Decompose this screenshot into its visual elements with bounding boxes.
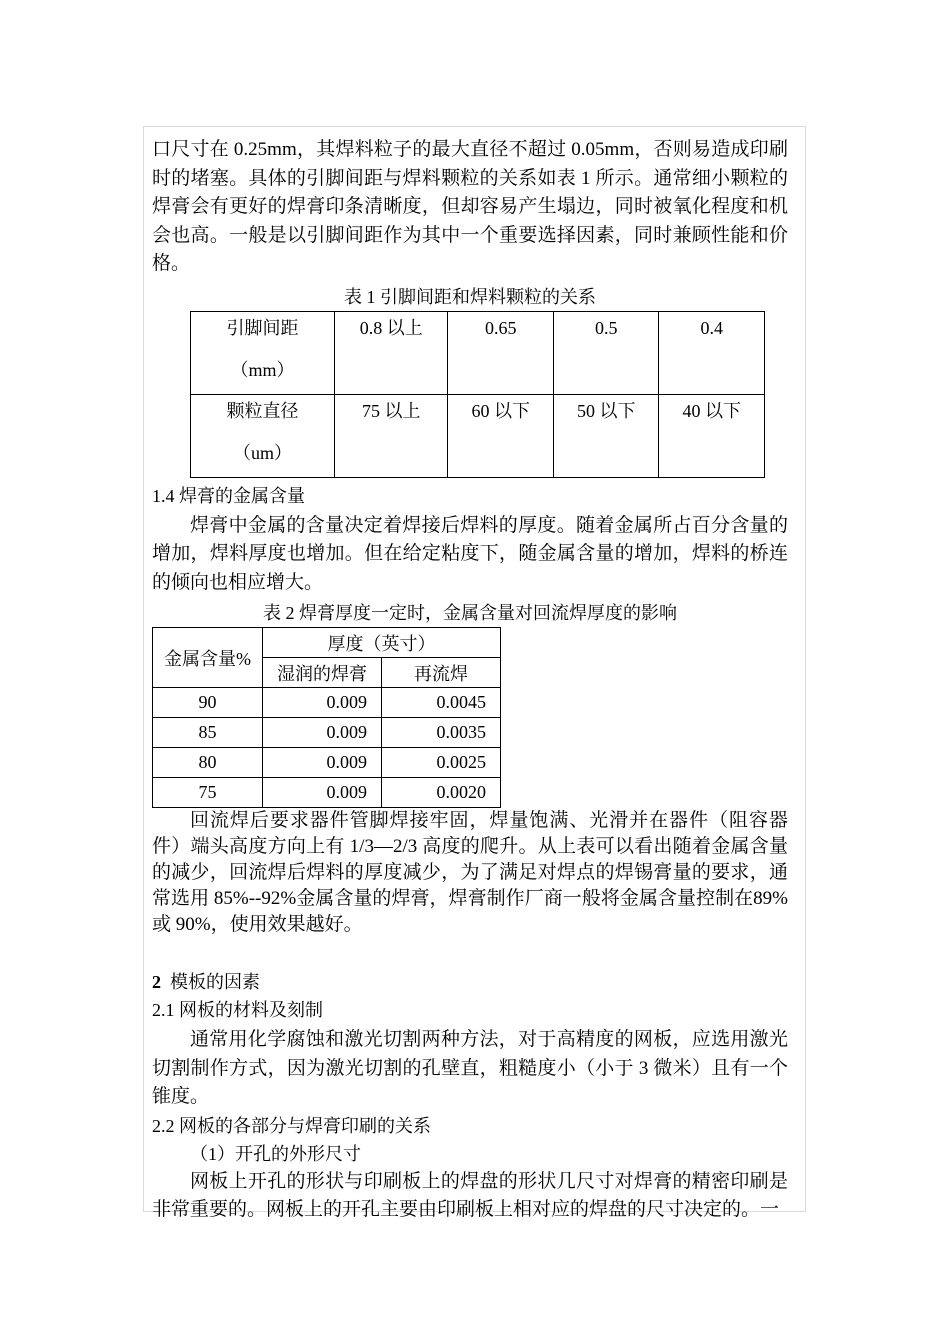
- table-row: [153, 688, 501, 718]
- cell-metal: 75: [153, 778, 263, 808]
- table-row: [153, 718, 501, 748]
- table-header-row: [153, 628, 501, 658]
- cell-value: 0.65: [484, 317, 517, 338]
- section-2-1-heading: 2.1 网板的材料及刻制: [152, 1000, 323, 1020]
- table-row: [191, 311, 765, 394]
- table-cell: [335, 311, 448, 394]
- section-number: 2: [152, 972, 161, 992]
- table-cell: [659, 311, 765, 394]
- after-table2-paragraph: 回流焊后要求器件管脚焊接牢固，焊量饱满、光滑并在器件（阻容器件）端头高度方向上有 1/3—2/3 高度的爬升。从上表可以看出随着金属含量的减少，回流焊后焊料的厚度减少，为了满足对焊点的焊锡膏量的要求，通常选用 85%--92%金属含量的焊膏，焊膏制作厂商一般将金属含量控制在89%或 90%，使用效果越好。: [152, 810, 788, 935]
- table-row: [153, 778, 501, 808]
- header-thickness: 厚度（英寸）: [263, 628, 501, 658]
- cell-wet: 0.009: [263, 718, 382, 748]
- pin-pitch-particle-table: [190, 311, 765, 478]
- section-2-2-heading: 2.2 网板的各部分与焊膏印刷的关系: [152, 1115, 431, 1136]
- cell-reflow: 0.0035: [382, 718, 501, 748]
- document-body: [152, 136, 788, 1225]
- cell-metal: 90: [153, 688, 263, 718]
- header-wet-paste: 湿润的焊膏: [263, 658, 382, 688]
- cell-metal: 80: [153, 748, 263, 778]
- cell-reflow: 0.0020: [382, 778, 501, 808]
- cell-reflow: 0.0045: [382, 688, 501, 718]
- section-1-4-paragraph: 焊膏中金属的含量决定着焊接后焊料的厚度。随着金属所占百分含量的增加，焊料厚度也增加。但在给定粘度下，随金属含量的增加，焊料的桥连的倾向也相应增大。: [152, 514, 788, 593]
- cell-value: 40 以下: [682, 400, 741, 421]
- cell-reflow: 0.0025: [382, 748, 501, 778]
- table-cell: [659, 394, 765, 477]
- table-cell: [448, 311, 554, 394]
- table-cell: [191, 394, 335, 477]
- section-2-2-paragraph: 网板上开孔的形状与印刷板上的焊盘的形状几尺寸对焊膏的精密印刷是非常重要的。网板上的开孔主要由印刷板上相对应的焊盘的尺寸决定的。一: [152, 1170, 788, 1220]
- table-cell: [335, 394, 448, 477]
- header-metal-content: 金属含量%: [153, 628, 263, 688]
- blank-line: [152, 938, 788, 968]
- cell-value: 0.5: [594, 317, 618, 338]
- table-cell: [191, 311, 335, 394]
- row-label: 引脚间距: [226, 317, 299, 338]
- cell-value: 0.8 以上: [359, 317, 423, 338]
- table2-caption: 表 2 焊膏厚度一定时，金属含量对回流焊厚度的影响: [263, 603, 677, 623]
- row-unit: （mm）: [230, 359, 295, 380]
- intro-paragraph: 口尺寸在 0.25mm，其焊料粒子的最大直径不超过 0.05mm，否则易造成印刷时的堵塞。具体的引脚间距与焊料颗粒的关系如表 1 所示。通常细小颗粒的焊膏会有更好的焊膏印条清晰度，但却容易产生塌边，同时被氧化程度和机会也高。一般是以引脚间距作为其中一个重要选择因素，同时兼顾性能和价格。: [152, 139, 788, 274]
- cell-value: 60 以下: [471, 400, 530, 421]
- cell-wet: 0.009: [263, 748, 382, 778]
- table-cell: [553, 311, 659, 394]
- cell-wet: 0.009: [263, 778, 382, 808]
- section-2-heading: [152, 968, 788, 996]
- table-cell: [448, 394, 554, 477]
- section-1-4-heading: 1.4 焊膏的金属含量: [152, 485, 305, 506]
- metal-content-table: [152, 627, 501, 808]
- cell-wet: 0.009: [263, 688, 382, 718]
- cell-metal: 85: [153, 718, 263, 748]
- cell-value: 75 以上: [361, 400, 421, 421]
- section-2-2-subheading: （1）开孔的外形尺寸: [190, 1143, 361, 1164]
- section-title: 模板的因素: [170, 972, 260, 992]
- table-row: [153, 748, 501, 778]
- header-reflow: 再流焊: [382, 658, 501, 688]
- table-row: [191, 394, 765, 477]
- row-unit: （um）: [232, 442, 292, 463]
- row-label: 颗粒直径: [226, 400, 299, 421]
- table1-caption: 表 1 引脚间距和焊料颗粒的关系: [344, 286, 596, 307]
- cell-value: 50 以下: [576, 400, 636, 421]
- section-2-1-paragraph: 通常用化学腐蚀和激光切割两种方法，对于高精度的网板，应选用激光切割制作方式，因为激光切割的孔壁直，粗糙度小（小于 3 微米）且有一个锥度。: [152, 1029, 788, 1107]
- table-cell: [553, 394, 659, 477]
- cell-value: 0.4: [700, 317, 723, 338]
